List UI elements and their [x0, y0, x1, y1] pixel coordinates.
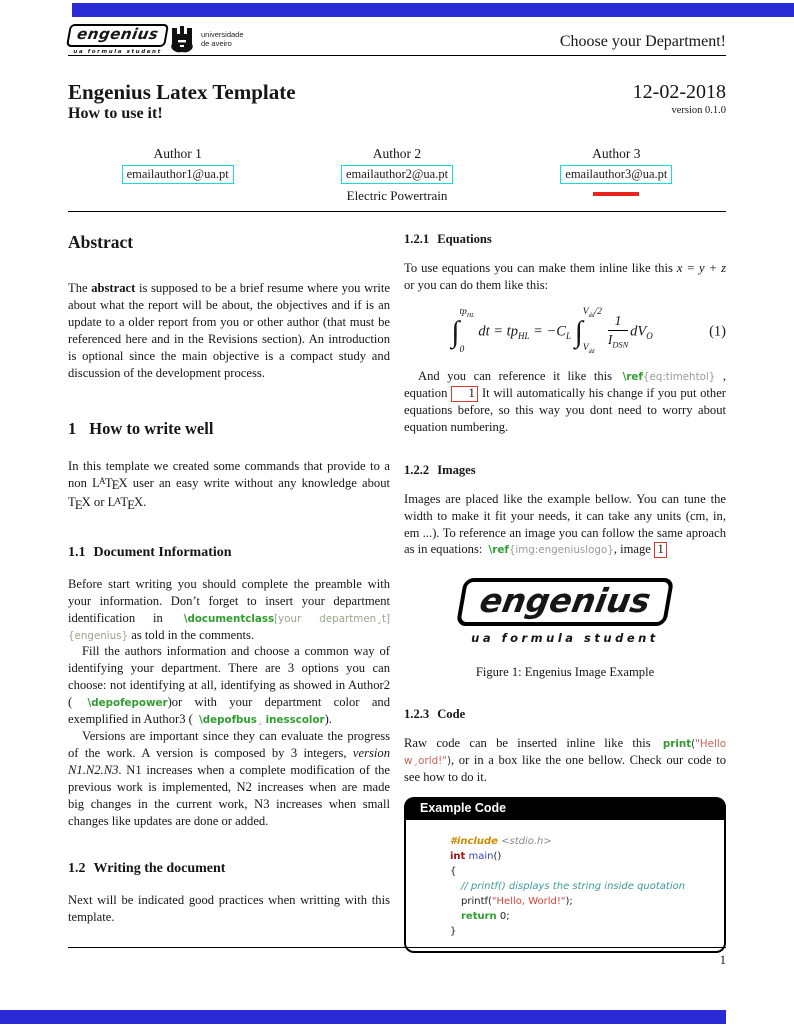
left-column — [68, 228, 390, 926]
code-line: int main() — [450, 851, 502, 863]
section-1-2-heading: 1.2 Writing the document — [68, 860, 226, 876]
section-1-2-3-heading: 1.2.3 Code — [404, 706, 466, 721]
university-aveiro-text: universidade de aveiro — [201, 29, 244, 48]
footer-rule — [68, 947, 726, 948]
document-subtitle: How to use it! — [68, 105, 163, 122]
section-1-2-2-heading: 1.2.2 Images — [404, 462, 476, 477]
inline-code-ref: \ref — [622, 370, 643, 383]
latex-logo: $L^ATEX$ — [107, 495, 144, 512]
author-2-department: Electric Powertrain — [346, 188, 448, 203]
code-line: } — [450, 926, 457, 938]
figure-1 — [404, 578, 726, 646]
section-1-paragraph: In this template we created some commands that provide to a non $L^ATEX$ user an easy write without any knowledge about TEX or $L^ATEX$. — [68, 458, 390, 512]
document-date: 12-02-2018 — [632, 81, 726, 103]
code-line: #include <stdio.h> — [450, 836, 552, 848]
right-column — [404, 228, 726, 953]
author-2-email-link[interactable]: emailauthor2@ua.pt — [341, 165, 453, 184]
code-paragraph: Raw code can be inserted inline like this print("Hello w⌟orld!"), or in a box like the one bellow. Check our code to see how to do it. — [404, 735, 726, 784]
tex-logo: TEX — [68, 495, 91, 512]
author-1 — [68, 146, 287, 204]
inline-code-ref: \ref — [488, 544, 509, 557]
section-1-1-paragraph-1: Before start writing you should complete the preamble with your information. Don’t forget to insert your department identification in \documentclass[your departmen⌟t]{engenius} as told in the comments. — [68, 576, 390, 642]
equation-1: ∫ $tp_{HL}$ 0 dt = $tp_{HL} = -C_L$ ∫ $V_{dd}/2$ $V_{dd}$ $\frac{1}{I_{DSN}}$ $dV_O$ (1) — [451, 306, 726, 356]
example-code-box — [404, 797, 726, 953]
author-2 — [287, 146, 506, 204]
equation-ref-link[interactable]: 1 — [451, 386, 478, 402]
page-number: 1 — [719, 953, 726, 967]
integral-icon: ∫ — [574, 315, 583, 349]
choose-department-text: Choose your Department! — [559, 33, 726, 50]
linewrap-marker: ⌟ — [413, 757, 418, 767]
linewrap-marker: ⌟ — [377, 615, 381, 625]
inline-code-depofepower: \depofepower — [87, 697, 168, 710]
header-rule — [68, 55, 726, 56]
author-1-email-link[interactable]: emailauthor1@ua.pt — [122, 165, 234, 184]
inline-code-documentclass: \documentclass — [183, 612, 275, 625]
engenius-logo-figure — [460, 578, 670, 644]
author-1-name: Author 1 — [153, 146, 202, 161]
image-ref-link[interactable]: 1 — [654, 542, 667, 558]
code-line: return 0; — [461, 911, 510, 923]
author-3-email-link[interactable]: emailauthor3@ua.pt — [560, 165, 672, 184]
example-code-box-title: Example Code — [404, 797, 726, 820]
authors-rule — [68, 211, 726, 212]
linewrap-marker: ⌟ — [257, 717, 262, 727]
top-accent-bar — [72, 3, 794, 17]
section-1-1-paragraph-2: Fill the authors information and choose a common way of identifying your department. There are 3 options you can choose: not identifying at all, identifying as showed in Author2 ( \depofepower)or with your department color and exemplified in Author3 ( \depofbus⌟ inesscolor). — [68, 644, 391, 727]
equations-paragraph-1: To use equations you can make them inline like this x = y + z or you can do them like this: — [404, 261, 727, 292]
section-1-2-paragraph: Next will be indicated good practices when writting with this template. — [68, 892, 390, 924]
abstract-paragraph: The abstract is supposed to be a brief resume where you write about what the report will be about, the objectives and if is an update to a older report from you or other author (that must be referenced here and in the Revisions section). An introduction is optional since the main objective is a compact study and discussion of the development process. — [68, 281, 390, 380]
equation-number: (1) — [709, 323, 726, 340]
code-line: // printf() displays the string inside quotation — [461, 881, 686, 893]
university-aveiro-logo — [170, 24, 244, 54]
figure-1-caption: Figure 1: Engenius Image Example — [475, 664, 655, 679]
code-line: printf("Hello, World!"); — [461, 896, 573, 908]
author-3 — [507, 146, 726, 204]
section-1-heading: 1 How to write well — [68, 418, 214, 438]
document-version: version 0.1.0 — [671, 105, 726, 116]
latex-logo: $L^ATEX$ — [92, 475, 128, 493]
authors-row — [68, 146, 726, 204]
example-code-box-body — [404, 820, 726, 953]
abstract-heading: Abstract — [68, 232, 134, 252]
images-paragraph: Images are placed like the example bellow. You can tune the width to make it fit your needs, it can take any units (cm, in, em ...). To reference an image you can follow the same aproach as in equations: \ref{img:engeniuslogo}, image 1 — [404, 491, 726, 557]
inline-math: x = y + z — [676, 261, 727, 275]
engenius-logo-tagline: ua formula student — [471, 630, 659, 645]
engenius-logo-tagline: ua formula student — [73, 49, 162, 55]
engenius-logo-small — [68, 24, 167, 55]
bottom-accent-bar — [0, 1010, 726, 1024]
engenius-logo-text: engenius — [476, 581, 654, 621]
code-line: { — [450, 866, 457, 878]
author-3-name: Author 3 — [592, 146, 641, 161]
section-1-1-paragraph-3: Versions are important since they can evaluate the progress of the work. A version is composed by 3 integers, version N1.N2.N3. N1 increases when a complete modification of the previous work is implemented, N2 increases when are made big changes in the current work, N3 increases when small changes like updates are done or added. — [68, 729, 390, 828]
section-1-2-1-heading: 1.2.1 Equations — [404, 232, 492, 246]
author-3-department-color-bar — [593, 192, 639, 196]
author-2-name: Author 2 — [372, 146, 422, 161]
equations-paragraph-2: And you can reference it like this \ref{eq:timehtol} , equation 1 It will automatically his change if you put other equations before, so this way you dont need to worry about equation numbering. — [404, 368, 727, 434]
integral-icon: ∫ — [451, 315, 460, 349]
section-1-1-heading: 1.1 Document Information — [68, 544, 232, 560]
engenius-logo-text: engenius — [75, 25, 161, 43]
university-aveiro-icon — [170, 24, 194, 54]
inline-code-depofbusinesscolor: \depofbus — [199, 714, 257, 727]
inline-code-print: print — [662, 737, 692, 750]
document-title: Engenius Latex Template — [68, 80, 296, 104]
